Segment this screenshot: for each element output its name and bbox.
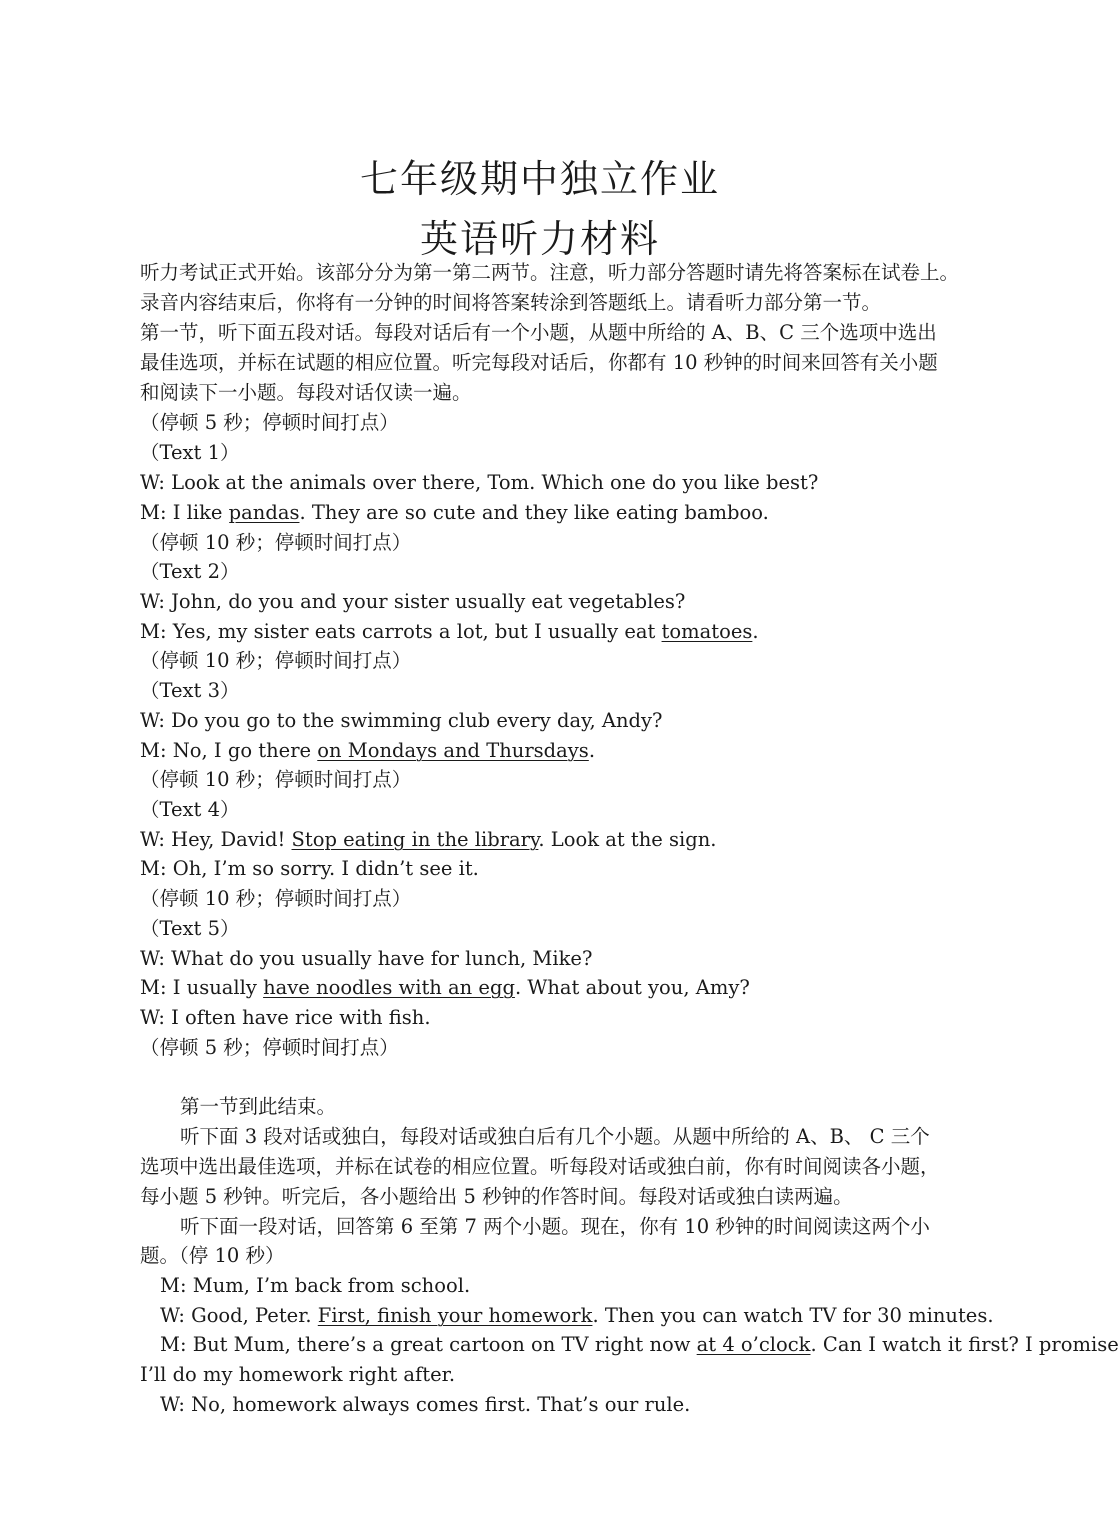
dialogue-line-w: W: Hey, David! Stop eating in the library. Look at the sign.	[140, 828, 717, 851]
intro-line: 第一节，听下面五段对话。每段对话后有一个小题，从题中所给的 A、B、C 三个选项中选出	[140, 321, 937, 344]
intro-line: 最佳选项，并标在试题的相应位置。听完每段对话后，你都有 10 秒钟的时间来回答有关小题	[140, 351, 938, 374]
text-label: （Text 1）	[140, 441, 240, 464]
underlined-answer: Stop eating in the library	[291, 828, 539, 851]
pause-note: （停顿 10 秒；停顿时间打点）	[140, 887, 412, 910]
underlined-answer: on Mondays and Thursdays	[317, 739, 589, 762]
dialogue-line-w: W: Do you go to the swimming club every day, Andy?	[140, 709, 663, 732]
intro-line: 和阅读下一小题。每段对话仅读一遍。	[140, 381, 472, 404]
instruction-line: 听下面 3 段对话或独白，每段对话或独白后有几个小题。从题中所给的 A、B、 C 三个	[180, 1125, 930, 1148]
dialogue-line-m: M: Oh, I’m so sorry. I didn’t see it.	[140, 857, 479, 880]
dialogue-line-m: M: No, I go there on Mondays and Thursdays.	[140, 739, 596, 762]
instruction-line: 每小题 5 秒钟。听完后，各小题给出 5 秒钟的作答时间。每段对话或独白读两遍。	[140, 1185, 853, 1208]
underlined-answer: at 4 o’clock	[696, 1333, 811, 1356]
dialogue-line-w: W: No, homework always comes first. That’s our rule.	[160, 1393, 691, 1416]
dialogue-line-w: W: Good, Peter. First, finish your homework. Then you can watch TV for 30 minutes.	[160, 1304, 994, 1327]
pause-note: （停顿 10 秒；停顿时间打点）	[140, 649, 412, 672]
instruction-line: 听下面一段对话，回答第 6 至第 7 两个小题。现在，你有 10 秒钟的时间阅读这两个小	[180, 1215, 930, 1238]
text-label: （Text 5）	[140, 917, 240, 940]
underlined-answer: have noodles with an egg	[263, 976, 515, 999]
dialogue-line-m: M: I like pandas. They are so cute and they like eating bamboo.	[140, 501, 769, 524]
text-label: （Text 2）	[140, 560, 240, 583]
text-label: （Text 4）	[140, 798, 240, 821]
section-end-note: 第一节到此结束。	[180, 1095, 337, 1118]
dialogue-line-m-continued: I’ll do my homework right after.	[140, 1363, 456, 1386]
dialogue-line-m: M: But Mum, there’s a great cartoon on TV right now at 4 o’clock. Can I watch it first? I promise	[160, 1333, 1119, 1356]
instruction-line: 题。（停 10 秒）	[140, 1244, 285, 1267]
intro-line: 听力考试正式开始。该部分分为第一第二两节。注意，听力部分答题时请先将答案标在试卷上。	[140, 261, 960, 284]
underlined-answer: tomatoes	[661, 620, 753, 643]
pause-note: （停顿 5 秒；停顿时间打点）	[140, 411, 399, 434]
dialogue-line-w: W: John, do you and your sister usually eat vegetables?	[140, 590, 686, 613]
pause-note: （停顿 10 秒；停顿时间打点）	[140, 531, 412, 554]
text-label: （Text 3）	[140, 679, 240, 702]
pause-note: （停顿 10 秒；停顿时间打点）	[140, 768, 412, 791]
dialogue-line-w: W: What do you usually have for lunch, Mike?	[140, 947, 593, 970]
underlined-answer: pandas	[228, 501, 300, 524]
intro-line: 录音内容结束后，你将有一分钟的时间将答案转涂到答题纸上。请看听力部分第一节。	[140, 291, 882, 314]
dialogue-line-m: M: I usually have noodles with an egg. What about you, Amy?	[140, 976, 750, 999]
dialogue-line-m: M: Yes, my sister eats carrots a lot, but I usually eat tomatoes.	[140, 620, 759, 643]
pause-note: （停顿 5 秒；停顿时间打点）	[140, 1036, 399, 1059]
dialogue-line-m: M: Mum, I’m back from school.	[160, 1274, 471, 1297]
document-title: 七年级期中独立作业	[359, 157, 720, 201]
document-subtitle: 英语听力材料	[419, 217, 660, 261]
dialogue-line-w: W: I often have rice with fish.	[140, 1006, 431, 1029]
underlined-answer: First, finish your homework	[317, 1304, 593, 1327]
instruction-line: 选项中选出最佳选项，并标在试卷的相应位置。听每段对话或独白前，你有时间阅读各小题，	[140, 1155, 940, 1178]
dialogue-line-w: W: Look at the animals over there, Tom. Which one do you like best?	[140, 471, 819, 494]
